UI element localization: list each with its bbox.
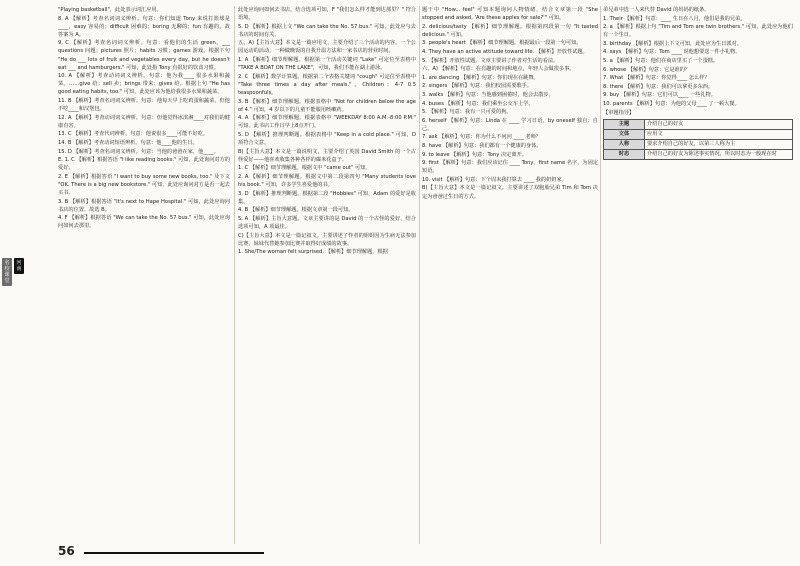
- answer-item: 六、A) 【解析】句意：在有趣的时间和地点，年轻人会做很多事。: [422, 66, 575, 73]
- answer-item: 5. A 【解析】主旨大意题。文章主要讲的是 David 的一个古怪的爱好，结合选项可知，A 项最佳。: [238, 215, 416, 230]
- answer-item: 13. C 【解析】考查代词辨析。句意：他说很多____可能不好吃。: [58, 131, 209, 138]
- answer-item: "Playing basketball"，此处表示词汇应用。: [58, 7, 162, 13]
- answer-item: 1. She/The woman felt surprised. 【解析】细节理解题。根据: [238, 249, 388, 256]
- table-row-body: 要求介绍自己的好友，以第三人称为主: [645, 139, 793, 149]
- column-4: [603, 6, 793, 544]
- guidance-table: [603, 119, 793, 160]
- table-row-head: 人称: [604, 139, 645, 149]
- answer-item: 弟兄弟中选一人来代替 David 的妈妈的纸条。: [603, 7, 710, 13]
- answer-item: 5. 【解析】开放性试题。文章主要讲了作者对生活的看法。: [422, 57, 559, 64]
- answer-item: 1. A 【解析】细节理解题。根据第一个活动关键词 "Lake" 可定位至表格中 "TAKE A BOAT ON THE LAKE"，可知，我们不能在湖上游泳。: [238, 57, 416, 72]
- answer-item: 7. ask 【解析】句意：你为什么不问问 ____ 老师？: [422, 134, 541, 141]
- column-2: [238, 6, 416, 544]
- answer-item: 5. D 【解析】根据上文 "We can take the No. 57 bus." 可知，此处应与去书店的时间有关。: [238, 23, 416, 38]
- answer-item: 4. They have an active attitude toward life. 【解析】开放性试题。: [422, 48, 588, 55]
- answer-item: 2. A 【解析】细节理解题。根据文中第二段第四句 "Many students love his book." 可知，许多学生喜爱他的书。: [238, 173, 416, 188]
- answer-item: 10. A 【解析】考查动词词义辨析。句意：他为我____ 很多水果和蔬菜。……give 给；sell 卖；brings 带来；gives 给。根据上句 "He has good eating habits, too." 可知，此处应该为他给我很多水果和蔬菜。: [58, 73, 230, 96]
- answer-item: 10. parents 【解析】句意：为他的父母____ 了一顿大餐。: [603, 101, 740, 108]
- column-1: [58, 6, 230, 544]
- answer-item: 9. to leave 【解析】句意：Tony 决定离开。: [422, 151, 527, 158]
- answer-item: 题干中 "How... feel" 可知本题询问人物情绪，结合文章第一段 "She stopped and asked, 'Are these apples for sale?'" 可知。: [422, 7, 598, 22]
- answer-item: B)【主旨大意】本文是一篇记叙文。主要讲述了双胞胎兄弟 Tim 和 Tom 决定为爸爸过生日的方式。: [422, 185, 598, 200]
- answer-item: 8. there 【解析】句意：我们可以拿更多东西。: [603, 83, 714, 90]
- answer-item: 9. first 【解析】句意：我们应该记住 ____ Tony。first name 名字，为固定短语。: [422, 160, 598, 175]
- column-4-items: [603, 6, 793, 117]
- answer-item: 此处应询问如何去书店，结合选项可知，F "我们怎么样才能到达那里？" 符合语境。: [238, 7, 416, 22]
- footer-rule: [84, 552, 264, 554]
- answer-item: 2. C 【解析】数学计算题。根据第二个表格关键词 "cough" 可定位至表格中 "Take three times a day after meals."。Children：4-7 0.5 teaspoonfuls。: [238, 73, 416, 96]
- answer-item: 3. B 【解析】根据答语 "It's next to Hape Hospital." 可知，此处应询问书店的位置。故选 B。: [58, 198, 230, 213]
- answer-item: 6. herself 【解析】句意：Linda 在 ____ 学习日语，by oneself 独自；自己。: [422, 117, 598, 132]
- table-row-body: 应用文: [645, 129, 793, 139]
- answer-item: 2. E 【解析】根据答语 "I want to buy some new books, too." 及下文 "OK. There is a big new bookstore." 可知，此处应询问对方是否一起去买书。: [58, 173, 230, 197]
- table-row-head: 时态: [604, 149, 645, 159]
- column-divider: [419, 6, 420, 544]
- answer-item: 12. A 【解析】考查动词词义辨析。句意：但他觉得冰淇淋____对我们的健康有害。: [58, 114, 230, 129]
- answer-item: 3. walks 【解析】句意：当他感到困倦时，他会去散步。: [422, 91, 554, 98]
- answer-item: 10. visit 【解析】句意：下个周末我打算去 ____ 我的奶奶家。: [422, 176, 567, 183]
- answer-item: 5. a 【解析】句意：他们在商店里买了一个蛋糕。: [603, 58, 719, 65]
- answer-item: 6. whose 【解析】句意：它是谁的？: [603, 66, 691, 73]
- answer-item: 11. B 【解析】考查名词词义辨析。句意：他每天早上吃鸡蛋和蔬菜，但他不吃____和汉堡包。: [58, 98, 230, 113]
- answer-item: C)【主旨大意】本文是一篇记叙文。主要讲述了作者的姐姐因为生病无法参加比赛，妹妹代替她参加比赛并取得好成绩的故事。: [238, 232, 416, 247]
- answer-item: 3. people's heart 【解析】细节理解题。根据最后一段第一句可知。: [422, 40, 582, 47]
- answer-item: 5. D 【解析】推理判断题。根据表格中 "Keep in a cold place." 可知，D 项符合文意。: [238, 131, 416, 146]
- answer-item: 3. B 【解析】细节理解题。根据表格中 "Not for children below the age of 4." 可知，4 岁以下的儿童不能服用咳嗽药。: [238, 98, 416, 113]
- answer-item: 9. buy 【解析】句意：它们可以____ 一些礼物。: [603, 92, 716, 99]
- answer-item: 14. B 【解析】考查动词短语辨析。句意：他____他的生日。: [58, 140, 198, 146]
- answer-item: 4. buses 【解析】句意：我们乘坐公交车上学。: [422, 100, 534, 107]
- spine-region-tab: 河南: [14, 258, 24, 274]
- page-number: 56: [58, 544, 75, 558]
- column-3: [422, 6, 598, 544]
- answer-item: 2. a 【解析】根据上句 "Tim and Tom are twin brothers." 可知，此处应为他们有一个生日。: [603, 24, 793, 39]
- table-row-head: 主题: [604, 119, 645, 129]
- answer-item: 3. birthday 【解析】根据上下文可知，此处应为生日派对。: [603, 40, 742, 47]
- column-divider: [600, 6, 601, 544]
- answer-item: 2. delicious/tasty 【解析】细节理解题。根据第四段第一句 "It tasted delicious." 可知。: [422, 23, 598, 38]
- table-row: [604, 149, 793, 159]
- answer-item: 4. says 【解析】句意：Tom ____ 说他想要送一件小礼物。: [603, 49, 741, 56]
- answer-item: 4. A 【解析】细节理解题。根据表格中 "WEEKDAY 8:00 A.M.-8:00 P.M." 可知，此书店工作日早上8点开门。: [238, 115, 416, 130]
- table-row-head: 文体: [604, 129, 645, 139]
- table-row: [604, 129, 793, 139]
- table-row-body: 介绍自己的好友: [645, 119, 793, 129]
- answer-item: 五、A)【主旨大意】本文是一篇应用文，主要介绍了三个活动的内容。一个公园运动的活动，一种做晚饭的自我升温方法和一家书店的营业时间。: [238, 40, 416, 55]
- answer-item: 3. D 【解析】推理判断题。根据第二段 "Hobbies" 可知，Adam 的爱好是收集。: [238, 190, 416, 205]
- answer-item: 8. A 【解析】考查名词词义辨析。句意：你们知道 Tony 来说打篮球是____，easy 容易的；difficult 困难的；boring 无聊的；fun 有趣的。故答案为 A。: [58, 15, 230, 38]
- answer-item: 9. C 【解析】考查名词词义辨析。句意：看他们的生活 green。___ questions 问题；pictures 照片；habits 习惯；games 游戏。根据下句 "He do ___ lots of fruit and vegetables every day, but he doesn't eat ___ and hamburgers." 可知，此处指 Tony 有很好的饮食习惯。: [58, 40, 230, 71]
- answer-item: 15. D 【解析】考查名词词义辨析。句意：当他的爸爸在家，他____。: [58, 148, 219, 155]
- column-divider: [234, 6, 235, 544]
- answer-item: 1. are dancing 【解析】句意：你们现在在跳舞。: [422, 74, 539, 81]
- answer-item: 4. F 【解析】根据答语 "We can take the No. 57 bus." 可知，此处应询问如何去那里。: [58, 215, 230, 230]
- answer-item: 1. Their 【解析】句意：____ 生日在八月，他们是我的兄弟。: [603, 15, 746, 22]
- table-row-body: 介绍自己的好友为陈述事实情况，所以时态为一般现在时: [645, 149, 793, 159]
- answer-item: B)【主旨大意】本文是一篇说明文，主要介绍了英国 David Smith 的一个古怪爱好——他喜欢收集各种各样的爆米花盒子。: [238, 148, 416, 163]
- answer-item: 1. C 【解析】细节理解题。根据文中 "came out" 可知。: [238, 165, 371, 172]
- table-row: [604, 119, 793, 129]
- answer-item: 4. B 【解析】细节理解题。根据文章第一段可知。: [238, 207, 354, 214]
- answer-item: 【审题指导】: [603, 109, 635, 116]
- table-row: [604, 139, 793, 149]
- answer-item: 8. have 【解析】句意：我们都有一个健康的身体。: [422, 143, 542, 149]
- answer-item: 7. What 【解析】句意：你觉得____ 怎么样？: [603, 75, 710, 82]
- spine-brand-tab: 名校课堂: [2, 258, 12, 286]
- answer-item: 5. 【解析】句意：我有一只可爱的狗。: [422, 109, 512, 116]
- answer-item: 2. singers 【解析】句意：我们校园需要歌手。: [422, 83, 532, 90]
- answer-item: E. 1. C 【解析】根据答语 "I like reading books." 可知，此处询问对方的爱好。: [58, 157, 230, 172]
